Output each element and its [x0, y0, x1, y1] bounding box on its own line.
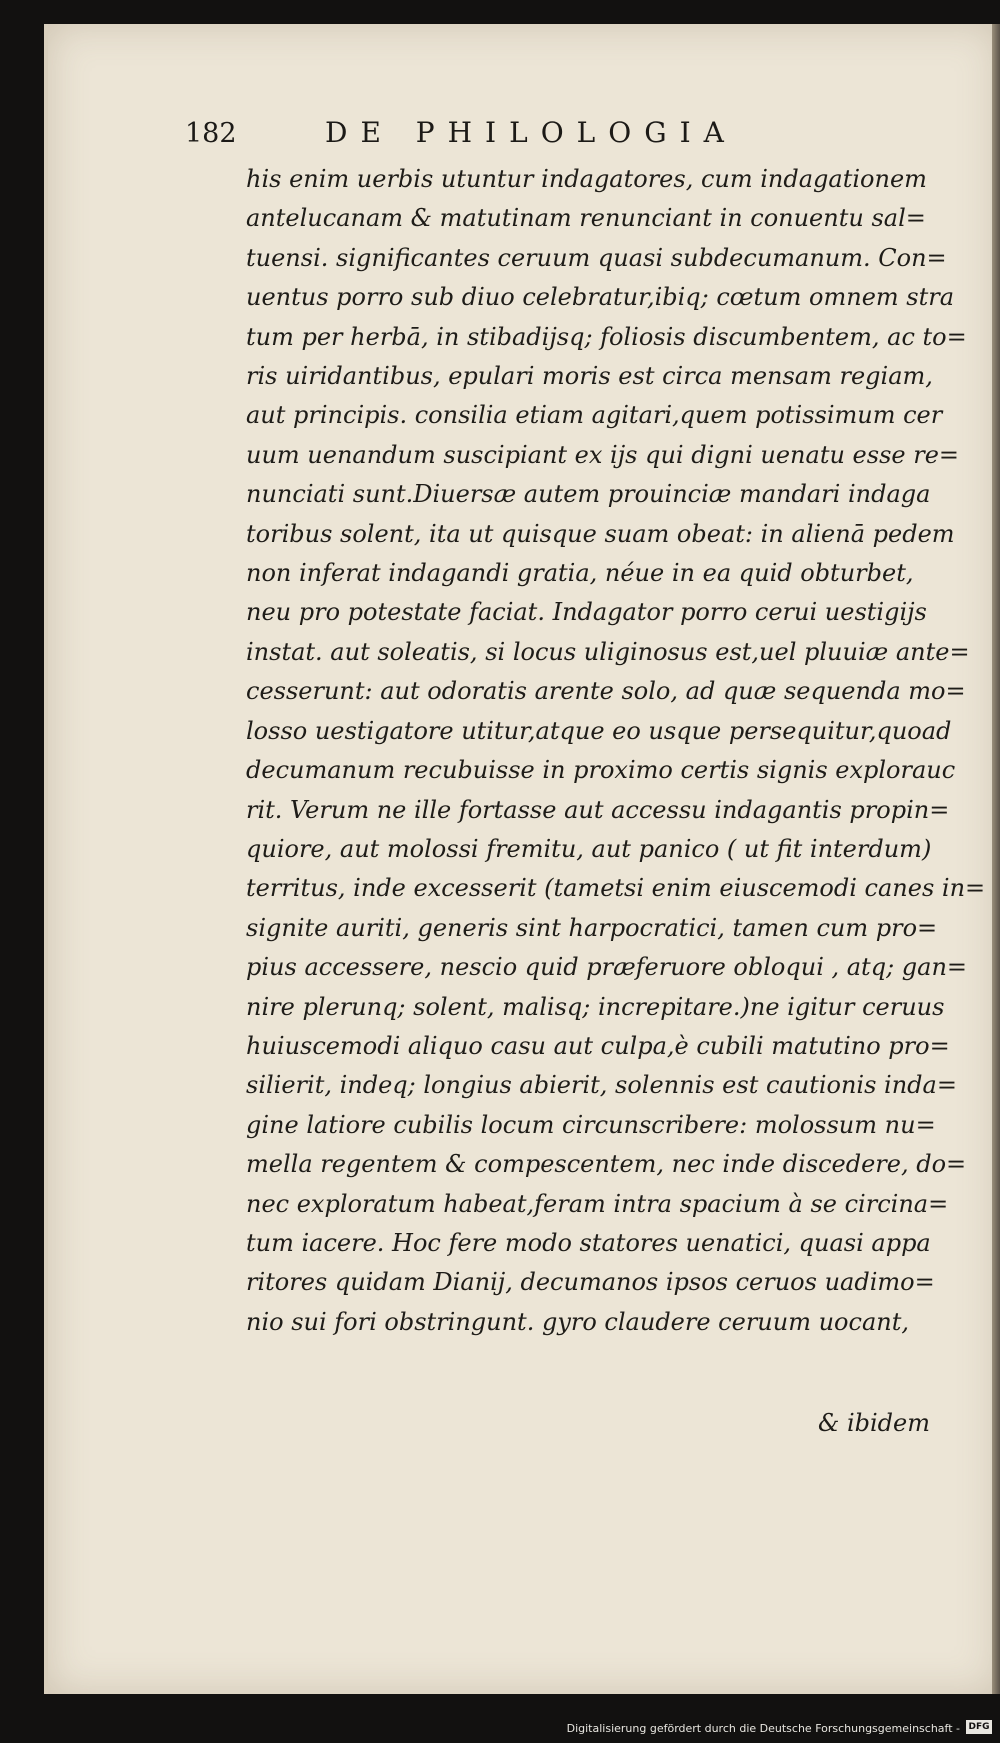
text-line: ris uiridantibus, epulari moris est circa mensam regiam, [246, 362, 933, 391]
running-head: DE PHILOLOGIA [325, 116, 737, 149]
text-line: uum uenandum suscipiant ex ijs qui digni uenatu esse re= [246, 440, 960, 469]
text-line: non inferat indagandi gratia, néue in ea quid obturbet, [246, 559, 914, 588]
text-line: tum iacere. Hoc fere modo statores uenatici, quasi appa [246, 1228, 931, 1257]
dfg-logo: DFG [966, 1720, 992, 1734]
text-line: nio sui fori obstringunt. gyro claudere ceruum uocant, [246, 1307, 909, 1336]
text-line: signite auriti, generis sint harpocratici, tamen cum pro= [246, 913, 938, 942]
text-line: ritores quidam Dianij, decumanos ipsos ceruos uadimo= [246, 1268, 935, 1297]
text-line: antelucanam & matutinam renunciant in conuentu sal= [246, 204, 926, 233]
text-line: rit. Verum ne ille fortasse aut accessu indagantis propin= [246, 795, 950, 824]
text-line: losso uestigatore utitur,atque eo usque persequitur,quoad [246, 716, 952, 745]
text-line: uentus porro sub diuo celebratur,ibiq; cœtum omnem stra [246, 283, 955, 312]
text-line: huiuscemodi aliquo casu aut culpa,è cubili matutino pro= [246, 1031, 950, 1060]
text-line: cesserunt: aut odoratis arente solo, ad quæ sequenda mo= [246, 677, 966, 706]
page-header [185, 116, 825, 156]
text-line: his enim uerbis utuntur indagatores, cum indagationem [246, 165, 927, 193]
text-line: silierit, indeq; longius abierit, solennis est cautionis inda= [246, 1071, 957, 1100]
text-line: instat. aut soleatis, si locus uliginosus est,uel pluuiæ ante= [246, 637, 970, 666]
text-line: tum per herbā, in stibadijsq; foliosis discumbentem, ac to= [246, 322, 967, 351]
text-line: neu pro potestate faciat. Indagator porro cerui uestigijs [246, 598, 927, 627]
text-line: gine latiore cubilis locum circunscribere: molossum nu= [246, 1110, 936, 1139]
text-line: territus, inde excesserit (tametsi enim eiuscemodi canes in= [246, 874, 986, 903]
text-line: nec exploratum habeat,feram intra spacium à se circina= [246, 1189, 949, 1218]
catchword: & ibidem [817, 1409, 930, 1437]
text-line: quiore, aut molossi fremitu, aut panico ( ut fit interdum) [246, 834, 932, 863]
text-line: nunciati sunt.Diuersæ autem prouinciæ mandari indaga [246, 480, 931, 509]
page-edge [992, 24, 1000, 1694]
text-line: tuensi. significantes ceruum quasi subdecumanum. Con= [246, 243, 947, 272]
text-line: nire plerunq; solent, malisq; increpitare.)ne igitur ceruus [246, 992, 945, 1021]
body-text [246, 160, 986, 1342]
text-line: decumanum recubuisse in proximo certis signis explorauc [246, 756, 956, 785]
text-line: aut principis. consilia etiam agitari,quem potissimum cer [246, 401, 943, 430]
digitization-credit: Digitalisierung gefördert durch die Deutsche Forschungsgemeinschaft - [566, 1722, 960, 1735]
text-line: pius accessere, nescio quid præferuore obloqui , atq; gan= [246, 953, 968, 982]
page-number: 182 [185, 118, 237, 149]
text-line: toribus solent, ita ut quisque suam obeat: in alienā pedem [246, 519, 955, 548]
text-line: mella regentem & compescentem, nec inde discedere, do= [246, 1150, 967, 1179]
